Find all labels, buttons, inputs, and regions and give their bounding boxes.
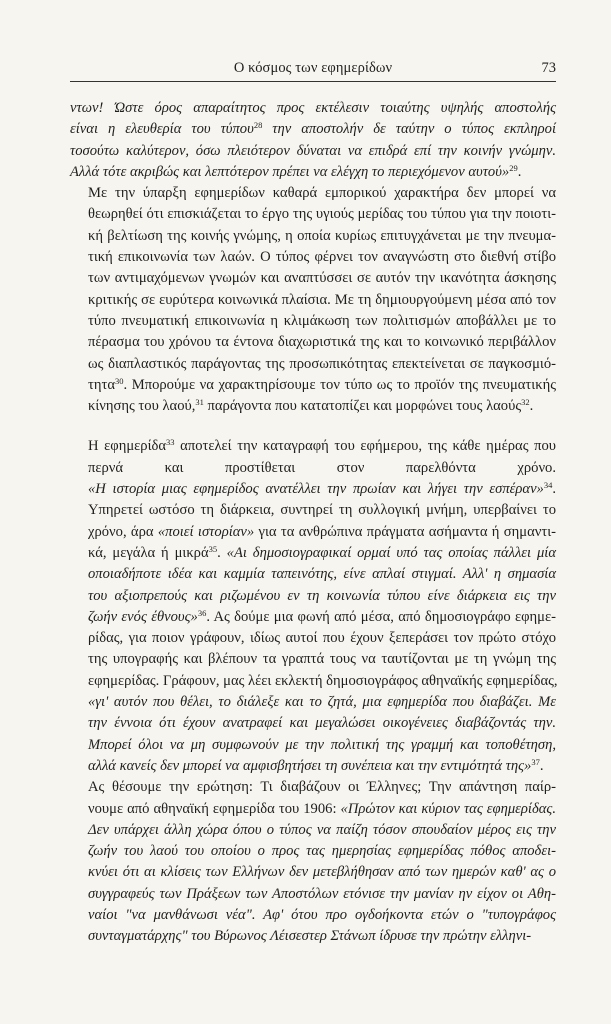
italic-quote: «Η ιστορία μιας εφημερίδος ανατέλλει την πρωίαν και λήγει την εσπέραν»: [88, 481, 544, 498]
footnote-marker: 34: [543, 480, 553, 491]
text-line: [70, 396, 556, 417]
text-run: . Μπορούμε να χαρακτηρίσουμε τον τύπο ως το προϊόν της πνευματικής: [123, 376, 556, 393]
text-line: [70, 162, 556, 183]
text-line: [70, 543, 556, 564]
italic-quote: την έννοια ότι έχουν ανατραφεί και μεγαλώσει οικογένειες διαβάζοντάς την.: [88, 715, 556, 732]
text-run: .: [517, 163, 522, 180]
text-line: [70, 628, 556, 649]
italic-quote: οποιαδήποτε ιδέα και καμμία ταπεινότης, είνε απλαί στιγμαί. Αλλ' η σημασία: [88, 566, 556, 583]
footnote-marker: 30: [115, 375, 124, 386]
footnote-marker: 35: [208, 543, 218, 554]
text-run: θεωρηθεί ότι επισκιάζεται το έργο της υγιούς μερίδας του τύπου για την ποιοτι-: [88, 206, 556, 223]
footnote-marker: 28: [253, 120, 263, 131]
text-line: [70, 141, 556, 162]
italic-quote: είναι η ελευθερία του τύπου: [70, 121, 254, 138]
body-text: [70, 98, 556, 948]
text-line: [70, 98, 556, 119]
footnote-marker: 32: [521, 397, 530, 408]
text-run: .: [217, 544, 227, 561]
italic-quote: αλλά κανείς δεν μπορεί να αμφισβητήσει τη συνέπεια και την εντιμότητά της»: [88, 757, 532, 774]
footnote-marker: 29: [509, 162, 518, 173]
text-line: [70, 522, 556, 543]
text-line: [70, 862, 556, 883]
text-line: [70, 926, 556, 947]
text-line: [70, 183, 556, 204]
italic-quote: ζωήν ενός έθνους»: [88, 608, 198, 625]
text-run: κή βελτίωση της κοινής γνώμης, η οποία κυρίως επιτυγχάνεται με την πνευμα-: [88, 227, 556, 244]
text-line: [70, 607, 556, 628]
text-run: περνά και προστίθεται στον παρελθόντα χρόνο.: [88, 459, 556, 476]
paragraph-3: [70, 436, 556, 777]
page-header: [70, 60, 556, 80]
italic-quote: κνύει ότι αι κλίσεις των Ελλήνων δεν μετεβλήθησαν από των ημερών καθ' ας ο: [88, 864, 556, 881]
text-run: κίνησης του λαού,: [88, 398, 196, 415]
text-line: [70, 756, 556, 777]
text-line: [70, 799, 556, 820]
italic-quote: ντων! Ώστε όρος απαραίτητος προς εκτέλεσιν τοιαύτης υψηλής αποστολής: [70, 100, 556, 116]
italic-quote: τοσούτω καλύτερον, όσω πλειότερον δύναται να επιδρά επί την κοινήν γνώμην.: [70, 142, 556, 159]
text-run: χρόνο, άρα: [88, 523, 158, 540]
text-run: .: [529, 398, 534, 415]
text-run: της υπογραφής και βλέπουν τα γραπτά τους να ταυτίζονται με τη γνώμη της: [88, 651, 556, 668]
text-run: κριτικής σε ευρύτερα κοινωνικά πλαίσια. Με τη δημιουργούμενη μέσα από τον: [88, 291, 556, 308]
text-line: [70, 119, 556, 140]
italic-quote: «ποιεί ιστορίαν»: [157, 523, 255, 540]
text-line: [70, 204, 556, 225]
text-run: πέρασμα του χρόνου τα έντονα διαχωριστικά της και το κοινωνικό περιβάλλον: [88, 334, 556, 351]
text-line: [70, 564, 556, 585]
text-line: [70, 500, 556, 521]
text-run: Με την ύπαρξη εφημερίδων καθαρά εμπορικού χαρακτήρα δεν μπορεί να: [88, 185, 556, 202]
text-run: Ας θέσουμε την ερώτηση: Τι διαβάζουν οι Έλληνες; Την απάντηση παίρ-: [88, 779, 556, 796]
running-title: Ο κόσμος των εφημερίδων: [233, 60, 393, 76]
text-line: [70, 777, 556, 798]
footnote-marker: 33: [166, 437, 175, 448]
italic-quote: την αποστολήν δε ταύτην ο τύπος εκπληροί: [262, 121, 556, 138]
text-line: [70, 290, 556, 311]
text-line: [70, 311, 556, 332]
italic-quote: Δεν υπάρχει άλλη χώρα όπου ο τύπος να παίζη τόσον σπουδαίον μέρος εις την: [88, 821, 556, 838]
text-run: τύπο πνευματική επικοινωνία η κλιμάκωση των πολιτισμών αποβάλλει με το: [88, 312, 556, 329]
italic-quote: Μπορεί όλοι να μη συμφωνούν με την πολιτική της γραμμή και τοποθέτηση,: [88, 736, 556, 753]
text-run: εφημερίδας. Γράφουν, μας λέει εκλεκτή δημοσιογράφος αθηναϊκής εφημερίδας,: [88, 672, 558, 689]
italic-quote: ναίοι "να μανθάνωσι νέα". Αφ' ότου προ ογδοήκοντα ετών ο "τυπογράφος: [88, 906, 556, 923]
text-run: Η εφημερίδα: [88, 438, 167, 455]
italic-quote: ζωήν του λαού του οποίου ο προς τας ημερησίας εφημερίδας πόθος αποδει-: [88, 843, 556, 860]
text-line: [70, 332, 556, 353]
text-line: [70, 713, 556, 734]
text-line: [70, 905, 556, 926]
italic-quote: «γι' αυτόν που θέλει, το διάλεξε και το ζητά, μια εφημερίδα που διαβάζει. Με: [88, 694, 556, 711]
header-rule: [70, 81, 556, 82]
text-line: [70, 671, 556, 692]
paragraph-1: [70, 98, 556, 183]
italic-quote: «Πρώτον και κύριον τας εφημερίδας.: [340, 800, 556, 817]
text-line: [70, 735, 556, 756]
text-run: .: [552, 481, 556, 498]
text-line: [70, 692, 556, 713]
italic-quote: του αξιοπρεπούς και ριζωμένου εν τη κοινωνία τύπου είνε διάρκεια εις την: [88, 587, 556, 604]
text-line: [70, 268, 556, 289]
text-run: ρίδας, για ποιον γράφουν, ιδίως αυτοί που έχουν ξεπεράσει τον πρώτο στόχο: [88, 630, 556, 647]
text-line: [70, 586, 556, 607]
text-run: τητα: [88, 376, 116, 393]
text-line: [70, 649, 556, 670]
text-line: [70, 436, 556, 457]
paragraph-2: [70, 183, 556, 417]
italic-quote: συγγραφεύς των Πράξεων των Αποστόλων ετόνισε την μανίαν ην είχον οι Αθη-: [88, 885, 556, 902]
footnote-marker: 31: [195, 397, 204, 408]
italic-quote: «Αι δημοσιογραφικαί ορμαί υπό τας οποίας πάλλει μία: [226, 544, 556, 561]
footnote-marker: 36: [197, 607, 207, 618]
text-run: .: [539, 757, 544, 774]
text-run: . Ας δούμε μια φωνή από μέσα, από δημοσιογράφο εφημε-: [206, 608, 556, 625]
text-run: των αντιμαχόμενων γνωμών και αναπτύσσει σε αυτόν την ικανότητα άσκησης: [88, 270, 556, 287]
text-line: [70, 479, 556, 500]
page-number: 73: [541, 60, 556, 76]
paragraph-4: [70, 777, 556, 947]
text-run: Υπηρετεί ωστόσο τη διάρκεια, συντηρεί τη συλλογική μνήμη, υπερβαίνει το: [88, 502, 556, 519]
text-run: τική επικοινωνία των λαών. Ο τύπος φέρνει τον αναγνώστη στο διεθνή στίβο: [88, 249, 556, 266]
text-run: ως διαπλαστικός παράγοντας της προσωπικότητας επεκτείνεται σε παγκοσμιό-: [88, 355, 556, 372]
italic-quote: Αλλά τότε ακριβώς και λεπτότερον πρέπει να ελέγχη το περιεχόμενον αυτού»: [70, 163, 510, 180]
text-line: [70, 841, 556, 862]
footnote-marker: 37: [531, 756, 540, 767]
text-line: [70, 884, 556, 905]
text-line: [70, 226, 556, 247]
text-line: [70, 375, 556, 396]
text-run: παράγοντα που κατατοπίζει και μορφώνει τους λαούς: [203, 398, 522, 415]
text-run: αποτελεί την καταγραφή του εφήμερου, της κάθε ημέρας που: [174, 438, 556, 455]
text-line: [70, 458, 556, 479]
text-run: νουμε από αθηναϊκή εφημερίδα του 1906:: [88, 800, 341, 817]
text-line: [70, 354, 556, 375]
text-run: κά, μεγάλα ή μικρά: [88, 544, 209, 561]
italic-quote: συνταγματάρχης" του Βύρωνος Λέισεστερ Στάνωπ ίδρυσε την πρώτην ελληνι-: [88, 928, 532, 945]
text-run: για τα ανθρώπινα πράγματα ασήμαντα ή σημαντι-: [254, 523, 556, 540]
text-line: [70, 820, 556, 841]
text-line: [70, 247, 556, 268]
